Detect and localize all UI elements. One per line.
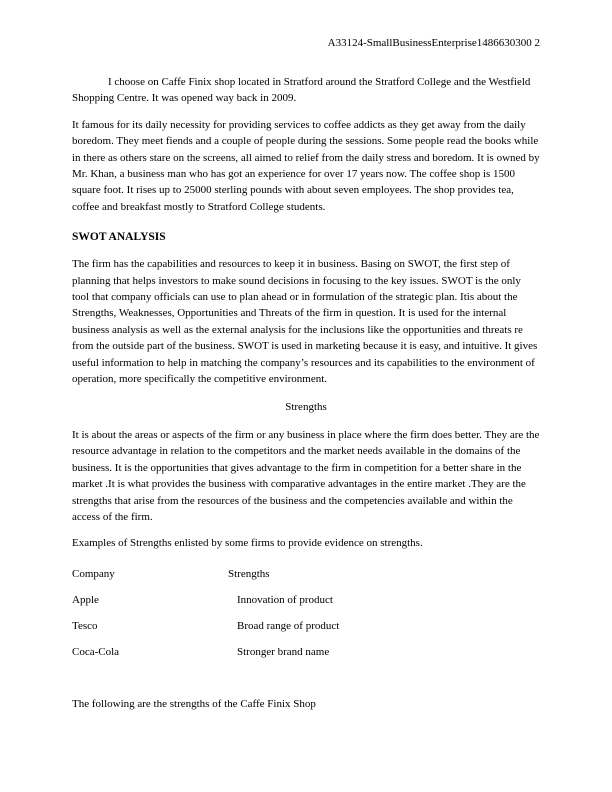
table-row-coca-cola: [72, 644, 540, 660]
table-cell-company: Coca-Cola: [72, 645, 120, 658]
paragraph-examples-intro: Examples of Strengths enlisted by some firms to provide evidence on strengths.: [72, 537, 423, 550]
table-cell-company: Tesco: [72, 619, 98, 632]
paragraph-swot-body: The firm has the capabilities and resources to keep it in business. Basing on SWOT, the first step of planning that helps investors to make sound decisions in focusing to the key issues. SWOT is the only tool that company officials can use to plan ahead or in formulation of the strategic plan. Itis about the Strengths, Weaknesses, Opportunities and Threats of the firm in question. It is used for the internal business analysis as well as the external analysis for the inclusions like the opportunities and threats re from the outside part of the business. SWOT is used in marketing because it is easy, and intuitive. It gives useful information to help in matching the company’s resources and its capabilities to the environment of operation, more specifically the competitive environment.: [72, 258, 538, 386]
page-header: [72, 36, 540, 50]
table-cell-strength: Innovation of product: [237, 593, 333, 606]
table-header-strengths: Strengths: [228, 567, 270, 580]
table-header-row: [72, 566, 540, 582]
heading-swot-analysis: SWOT ANALYSIS: [72, 231, 166, 244]
strengths-examples-table: [72, 566, 540, 660]
paragraph-following: The following are the strengths of the Caffe Finix Shop: [72, 697, 316, 710]
subheading-strengths: Strengths: [285, 400, 327, 413]
table-cell-strength: Broad range of product: [237, 619, 340, 632]
page-header-text: A33124-SmallBusinessEnterprise1486630300 2: [327, 37, 540, 49]
table-header-company: Company: [72, 567, 115, 580]
paragraph-about-shop: It famous for its daily necessity for providing services to coffee addicts as they get away from the daily boredom. They meet fiends and a couple of people during the sessions. Some people read the books while in there as others stare on the screens, all aimed to relief from the daily stress and boredom. It is owned by Mr. Khan, a business man who has got an experience for over 17 years now. The coffee shop is 1500 square foot. It rises up to 25000 sterling pounds with about seven employees. The shop provides tea, coffee and breakfast mostly to Stratford College students.: [72, 118, 540, 213]
paragraph-intro: I choose on Caffe Finix shop located in Stratford around the Stratford College and the Westfield Shopping Centre. It was opened way back in 2009.: [72, 76, 531, 105]
table-cell-strength: Stronger brand name: [237, 645, 330, 658]
table-cell-company: Apple: [72, 593, 99, 606]
paragraph-strengths-body: It is about the areas or aspects of the firm or any business in place where the firm does better. They are the resource advantage in relation to the competitors and the market needs available in the domains of the business. It is the opportunities that gives advantage to the firm in competition for a better share in the market .It is what provides the business with comparative advantages in the entire market .They are the strengths that arise from the resources of the business and the competencies available and within the access of the firm.: [72, 428, 540, 523]
table-row-apple: [72, 592, 540, 608]
table-row-tesco: [72, 618, 540, 634]
